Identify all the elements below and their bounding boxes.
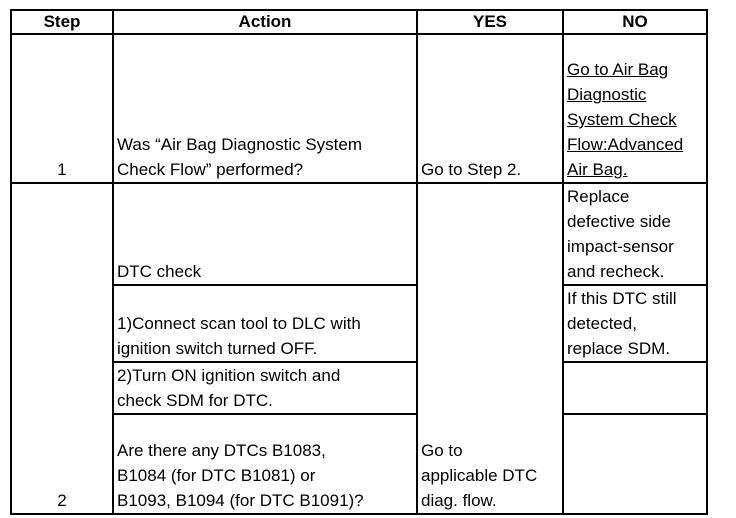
air-bag-check-flow-link[interactable]: Go to Air Bag (567, 60, 669, 79)
no-line: impact-sensor (567, 237, 674, 256)
header-yes: YES (417, 10, 563, 34)
action-line: Was “Air Bag Diagnostic System (117, 135, 362, 154)
header-row (11, 10, 707, 34)
step-1-action (113, 34, 417, 183)
step-2-row-c (11, 362, 707, 414)
question-line: Are there any DTCs B1083, (117, 441, 326, 460)
step-2-no-replace-sdm (563, 285, 707, 362)
step-2-no-replace-sensor (563, 183, 707, 285)
yes-line: diag. flow. (421, 491, 497, 510)
step-2-row-b (11, 285, 707, 362)
step-2-no-empty-bottom (563, 414, 707, 514)
header-step: Step (11, 10, 113, 34)
question-line: B1093, B1094 (for DTC B1091)? (117, 491, 364, 510)
diagnostic-flow-table (10, 9, 708, 515)
step-2-question (113, 414, 417, 514)
step-2-row-a (11, 183, 707, 285)
step-2-substep-1 (113, 285, 417, 362)
substep-line: check SDM for DTC. (117, 391, 273, 410)
air-bag-check-flow-link[interactable]: Diagnostic (567, 85, 647, 104)
no-line: and recheck. (567, 262, 665, 281)
step-1-row (11, 34, 707, 183)
yes-line: applicable DTC (421, 466, 538, 485)
no-line: Replace (567, 187, 630, 206)
step-2-no-empty (563, 362, 707, 414)
header-action: Action (113, 10, 417, 34)
step-2-number: 2 (11, 183, 113, 514)
substep-line: 1)Connect scan tool to DLC with (117, 314, 361, 333)
yes-line: Go to (421, 441, 463, 460)
substep-line: 2)Turn ON ignition switch and (117, 366, 341, 385)
step-1-yes: Go to Step 2. (417, 34, 563, 183)
substep-line: ignition switch turned OFF. (117, 339, 318, 358)
step-2-row-d (11, 414, 707, 514)
air-bag-check-flow-link[interactable]: Flow:Advanced (567, 135, 684, 154)
no-line: defective side (567, 212, 671, 231)
dtc-check-label: DTC check (113, 183, 417, 285)
no-line: replace SDM. (567, 339, 670, 358)
header-no: NO (563, 10, 707, 34)
no-line: If this DTC still (567, 289, 677, 308)
air-bag-check-flow-link[interactable]: System Check (567, 110, 677, 129)
step-1-no (563, 34, 707, 183)
step-2-yes (417, 183, 563, 514)
air-bag-check-flow-link[interactable]: Air Bag. (567, 160, 628, 179)
no-line: detected, (567, 314, 637, 333)
step-1-number: 1 (11, 34, 113, 183)
action-line: Check Flow” performed? (117, 160, 304, 179)
step-2-substep-2 (113, 362, 417, 414)
question-line: B1084 (for DTC B1081) or (117, 466, 316, 485)
